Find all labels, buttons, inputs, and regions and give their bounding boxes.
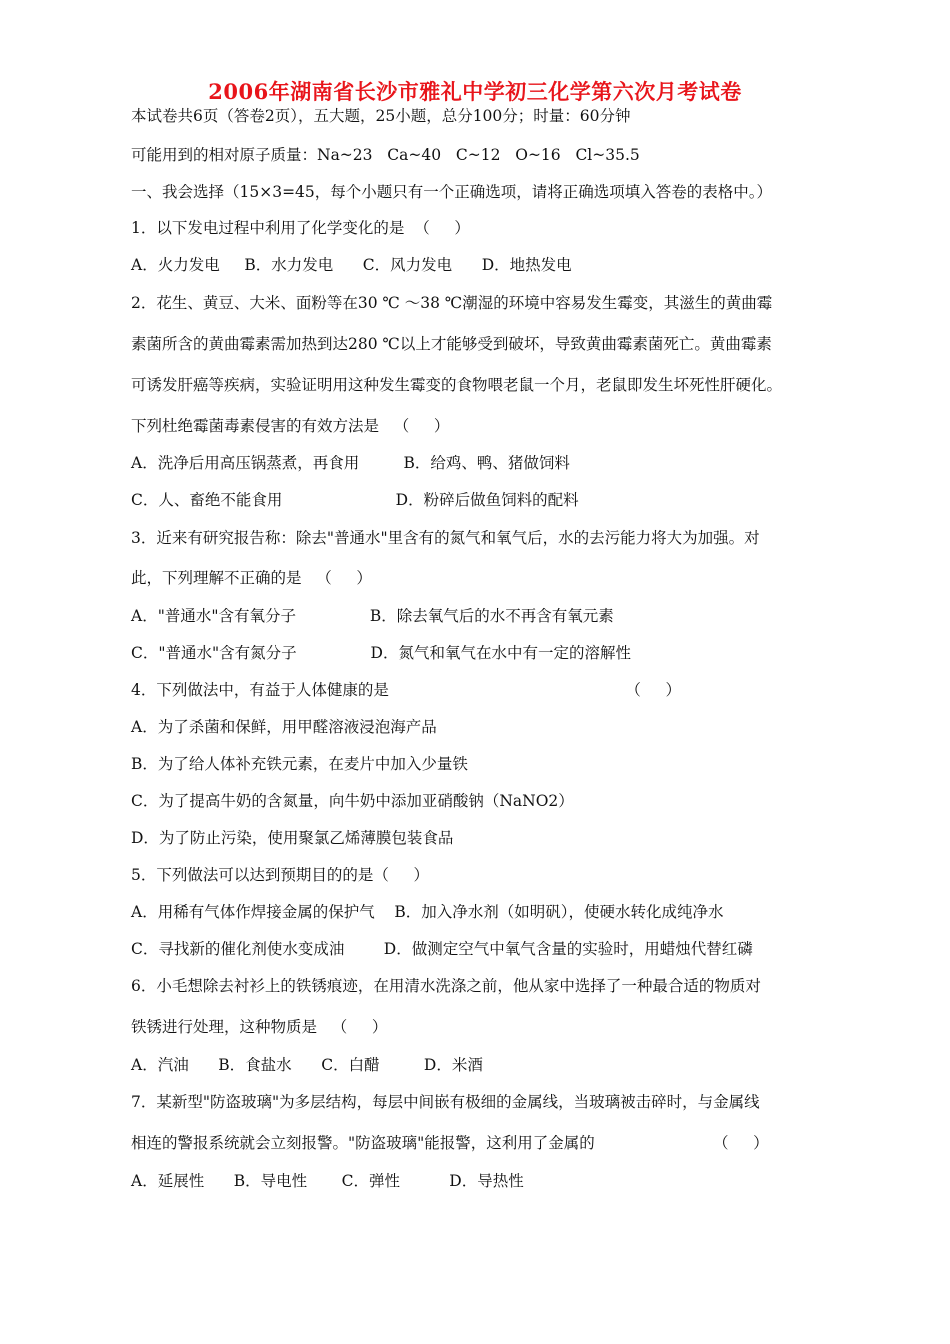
question-2-line-2: 素菌所含的黄曲霉素需加热到达280 ℃以上才能够受到破坏，导致黄曲霉素菌死亡。黄曲霉素 xyxy=(131,335,772,353)
question-3-line-2: 此，下列理解不正确的是 （ ） xyxy=(131,569,372,587)
question-6-options: A．汽油 B．食盐水 C．白醋 D．米酒 xyxy=(131,1056,483,1074)
question-7-line-1: 7．某新型"防盗玻璃"为多层结构，每层中间嵌有极细的金属线，当玻璃被击碎时，与金属线 xyxy=(131,1093,760,1111)
exam-title: 2006年湖南省长沙市雅礼中学初三化学第六次月考试卷 xyxy=(208,79,742,104)
question-2-options-ab: A．洗净后用高压锅蒸煮，再食用 B．给鸡、鸭、猪做饲料 xyxy=(131,454,570,472)
atomic-mass-line: 可能用到的相对原子质量：Na~23 Ca~40 C~12 O~16 Cl~35.5 xyxy=(131,146,640,164)
question-5-options-ab: A．用稀有气体作焊接金属的保护气 B．加入净水剂（如明矾），使硬水转化成纯净水 xyxy=(131,903,724,921)
question-4-option-d: D．为了防止污染，使用聚氯乙烯薄膜包装食品 xyxy=(131,829,454,847)
exam-intro: 本试卷共6页（答卷2页），五大题，25小题，总分100分；时量：60分钟 xyxy=(131,107,631,125)
question-7-line-2: 相连的警报系统就会立刻报警。"防盗玻璃"能报警，这利用了金属的 （ ） xyxy=(131,1134,769,1152)
question-7-options: A．延展性 B．导电性 C．弹性 D．导热性 xyxy=(131,1172,524,1190)
question-3-line-1: 3．近来有研究报告称：除去"普通水"里含有的氮气和氧气后，水的去污能力将大为加强。对 xyxy=(131,529,760,547)
question-6-line-1: 6．小毛想除去衬衫上的铁锈痕迹，在用清水洗涤之前，他从家中选择了一种最合适的物质对 xyxy=(131,977,761,995)
section-heading: 一、我会选择（15×3=45，每个小题只有一个正确选项，请将正确选项填入答卷的表格中。） xyxy=(131,183,773,201)
question-2-line-1: 2．花生、黄豆、大米、面粉等在30 ℃ ～38 ℃潮湿的环境中容易发生霉变，其滋生的黄曲霉 xyxy=(131,294,773,312)
question-1-options: A．火力发电 B．水力发电 C．风力发电 D．地热发电 xyxy=(131,256,572,274)
question-2-line-4: 下列杜绝霉菌毒素侵害的有效方法是 （ ） xyxy=(131,417,450,435)
question-3-options-cd: C．"普通水"含有氮分子 D．氮气和氧气在水中有一定的溶解性 xyxy=(131,644,631,662)
question-5: 5．下列做法可以达到预期目的的是（ ） xyxy=(131,866,429,884)
question-3-options-ab: A．"普通水"含有氧分子 B．除去氧气后的水不再含有氧元素 xyxy=(131,607,614,625)
question-6-line-2: 铁锈进行处理，这种物质是 （ ） xyxy=(131,1018,388,1036)
question-5-options-cd: C．寻找新的催化剂使水变成油 D．做测定空气中氧气含量的实验时，用蜡烛代替红磷 xyxy=(131,940,753,958)
question-2-line-3: 可诱发肝癌等疾病，实验证明用这种发生霉变的食物喂老鼠一个月，老鼠即发生坏死性肝硬化。 xyxy=(131,376,783,394)
question-4-option-b: B．为了给人体补充铁元素，在麦片中加入少量铁 xyxy=(131,755,468,773)
question-4-option-a: A．为了杀菌和保鲜，用甲醛溶液浸泡海产品 xyxy=(131,718,437,736)
question-4: 4．下列做法中，有益于人体健康的是 （ ） xyxy=(131,681,681,699)
question-2-options-cd: C．人、畜绝不能食用 D．粉碎后做鱼饲料的配料 xyxy=(131,491,579,509)
question-4-option-c: C．为了提高牛奶的含氮量，向牛奶中添加亚硝酸钠（NaNO2） xyxy=(131,792,574,810)
question-1: 1．以下发电过程中利用了化学变化的是 （ ） xyxy=(131,219,470,237)
